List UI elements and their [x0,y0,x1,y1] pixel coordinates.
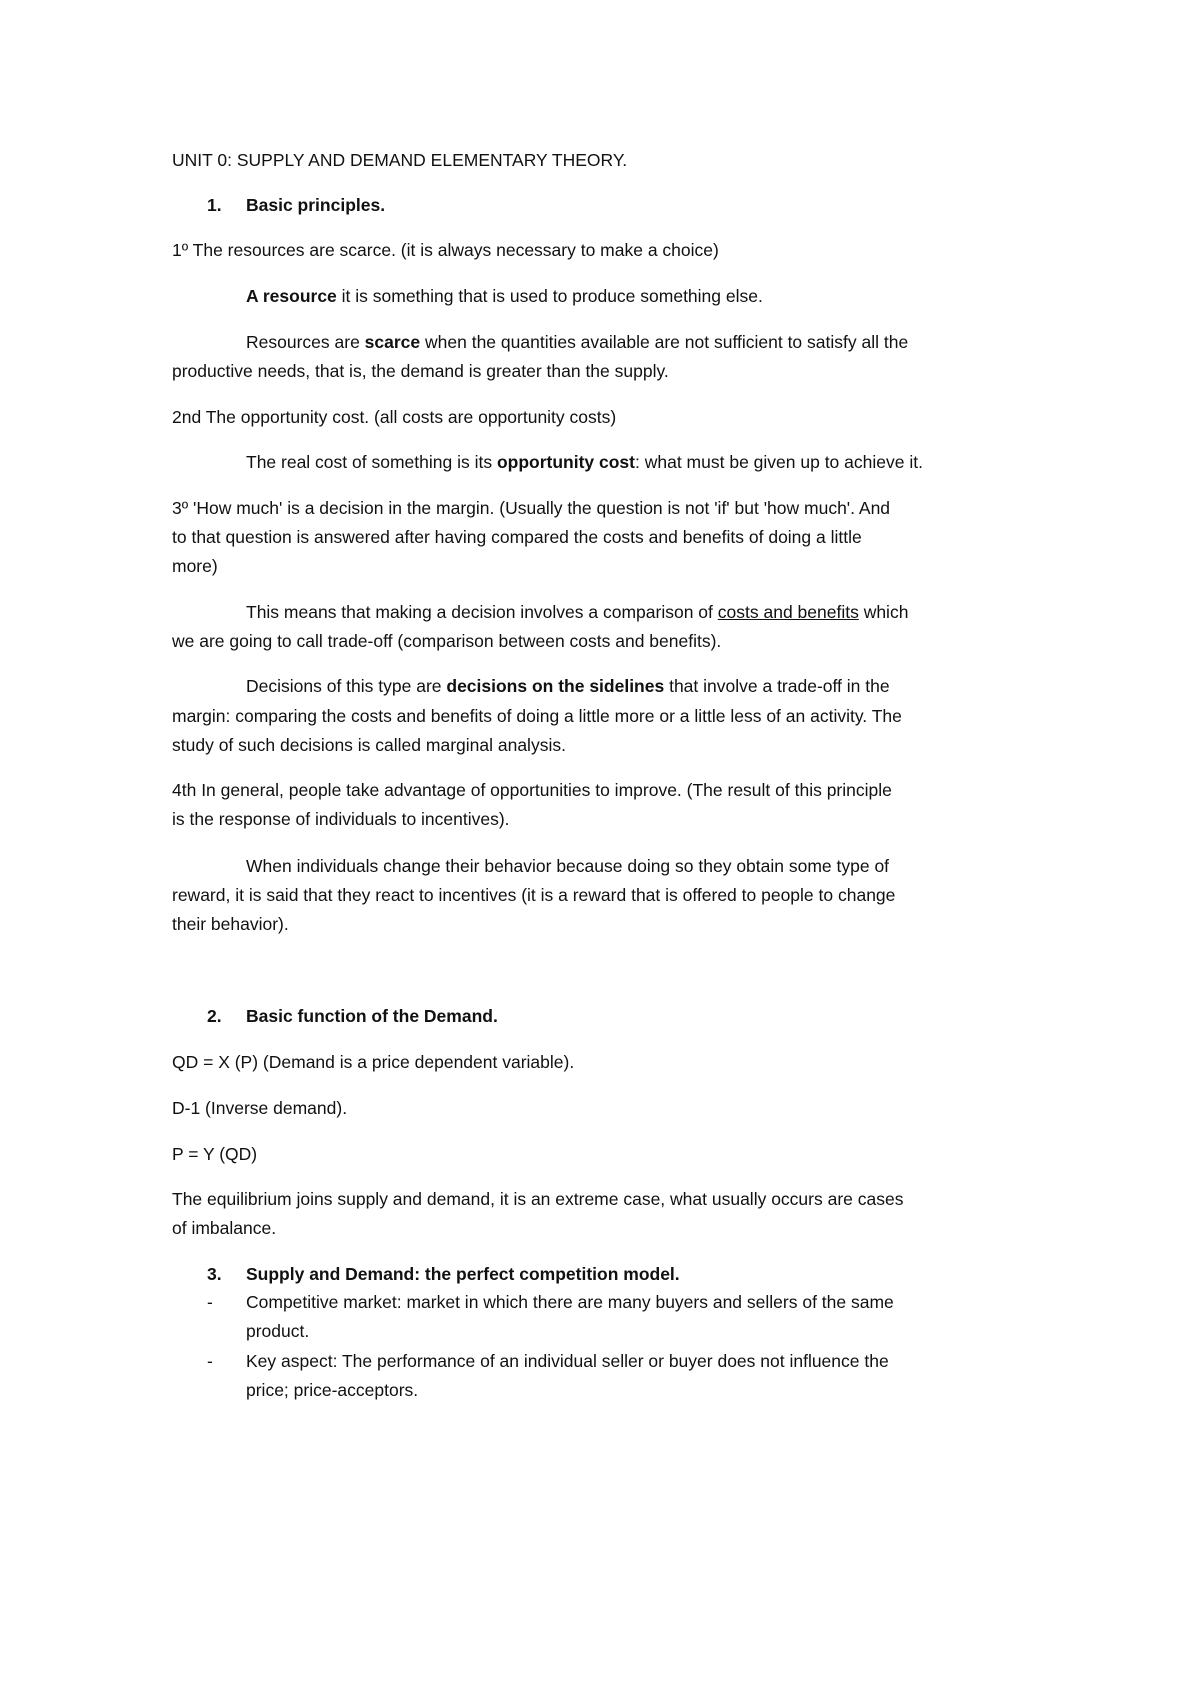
inverse-demand: D-1 (Inverse demand). [172,1098,348,1118]
trade-off-text-a: This means that making a decision involves a comparison of [246,602,718,622]
principle-4-line-1: 4th In general, people take advantage of opportunities to improve. (The result of this principle [172,780,892,800]
bullet-1-line-1: Competitive market: market in which there are many buyers and sellers of the same [246,1292,894,1312]
section-3-heading: Supply and Demand: the perfect competition model. [246,1264,680,1284]
sidelines-term: decisions on the sidelines [446,676,665,696]
section-2-heading: Basic function of the Demand. [246,1006,498,1026]
principle-3-line-3: more) [172,556,218,576]
sidelines-line-3: study of such decisions is called marginal analysis. [172,735,566,755]
section-2-number: 2. [207,1006,222,1026]
resource-definition-text: it is something that is used to produce something else. [336,286,763,306]
resource-term: A resource [246,286,337,306]
opportunity-text-a: The real cost of something is its [246,452,497,472]
sidelines-text-b: that involve a trade-off in the [664,676,890,696]
section-1-heading: Basic principles. [246,195,386,215]
sidelines-line-1 [246,676,890,696]
scarce-definition-line-2: productive needs, that is, the demand is greater than the supply. [172,361,669,381]
incentives-line-2: reward, it is said that they react to incentives (it is a reward that is offered to people to change [172,885,896,905]
principle-2: 2nd The opportunity cost. (all costs are opportunity costs) [172,407,617,427]
bullet-1-line-2: product. [246,1321,310,1341]
equilibrium-line-1: The equilibrium joins supply and demand, it is an extreme case, what usually occurs are cases [172,1189,904,1209]
resource-definition [246,286,763,306]
bullet-1-marker: - [207,1292,213,1312]
scarce-text-b: when the quantities available are not sufficient to satisfy all the [420,332,909,352]
trade-off-line-1 [246,602,908,622]
trade-off-text-b: which [858,602,909,622]
scarce-term: scarce [364,332,421,352]
document-title: UNIT 0: SUPPLY AND DEMAND ELEMENTARY THEORY. [172,150,628,170]
demand-function: QD = X (P) (Demand is a price dependent variable). [172,1052,575,1072]
trade-off-line-2: we are going to call trade-off (comparison between costs and benefits). [172,631,722,651]
scarce-definition-line-1 [246,332,908,352]
principle-3-line-1: 3º 'How much' is a decision in the margin. (Usually the question is not 'if' but 'how much'. And [172,498,891,518]
bullet-2-marker: - [207,1351,213,1371]
opportunity-cost-term: opportunity cost [496,452,635,472]
principle-4-line-2: is the response of individuals to incentives). [172,809,510,829]
bullet-2-line-1: Key aspect: The performance of an individual seller or buyer does not influence the [246,1351,889,1371]
principle-3-line-2: to that question is answered after having compared the costs and benefits of doing a little [172,527,862,547]
principle-1: 1º The resources are scarce. (it is always necessary to make a choice) [172,240,719,260]
equilibrium-line-2: of imbalance. [172,1218,277,1238]
bullet-2-line-2: price; price-acceptors. [246,1380,419,1400]
section-1-number: 1. [207,195,222,215]
opportunity-text-b: : what must be given up to achieve it. [635,452,923,472]
scarce-text-a: Resources are [246,332,365,352]
incentives-line-3: their behavior). [172,914,289,934]
sidelines-line-2: margin: comparing the costs and benefits of doing a little more or a little less of an activity. The [172,706,902,726]
sidelines-text-a: Decisions of this type are [246,676,447,696]
section-3-number: 3. [207,1264,222,1284]
incentives-line-1: When individuals change their behavior because doing so they obtain some type of [246,856,890,876]
opportunity-cost-definition [246,452,923,472]
costs-and-benefits-term: costs and benefits [717,602,859,622]
price-function: P = Y (QD) [172,1144,258,1164]
